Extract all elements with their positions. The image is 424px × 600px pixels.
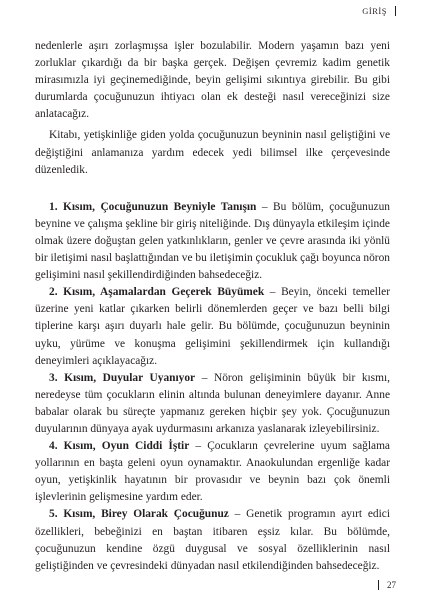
section-text-3: – Nöron gelişiminin büyük bir kısmı, neredeyse tüm çocukların elinin altında bulunan deneyimlere dayanır. Anne babalar olarak bu süreçte yapmanız gereken hiçbir şey yok. Çocuğunuzun duyularının dünyaya ayak uydurmasını arkanıza yaslanarak izleyebilirsiniz. (35, 371, 390, 435)
page-number: 27 (387, 580, 396, 590)
running-head-title: GİRİŞ (362, 6, 387, 16)
running-head-divider (395, 6, 396, 16)
body-text (35, 38, 390, 575)
section-item-2 (35, 284, 390, 369)
section-item-5 (35, 506, 390, 574)
section-text-4: – Çocukların çevrelerine uyum sağlama yollarının en başta geleni oyun oynamaktır. Anaokulundan ergenliğe kadar oyun, yetişkinlik hayatının bir provasıdır ve beynin bazı çok önemli işlevlerinin gelişmesine yardım eder. (35, 440, 390, 504)
running-head (362, 6, 396, 16)
section-text-5: – Genetik programın ayırt edici özellikleri, bebeğinizi en baştan itibaren eşsiz kılar. Bu bölümde, çocuğunuzun kendine özgü duygusal ve sosyal özelliklerinin nasıl geliştiğinden ve çevresindeki dünyadan nasıl etkilendiğinden bahsedeceğiz. (35, 508, 390, 572)
section-item-4 (35, 438, 390, 506)
section-heading-1: 1. Kısım, Çocuğunuzun Beyniyle Tanışın (49, 200, 257, 213)
section-heading-2: 2. Kısım, Aşamalardan Geçerek Büyümek (49, 286, 265, 299)
intro-paragraph-1: nedenlerle aşırı zorlaşmışsa işler bozulabilir. Modern yaşamın bazı yeni zorluklar çıkardığı da bir başka gerçek. Değişen çevremiz kadim genetik mirasımızla iyi geçinemediğinde, beyin gelişimi sıkıntıya girebilir. Bu gibi durumlarda çocuğunuzun ihtiyacı olan ek desteği nasıl vereceğinizi size anlatacağız. (35, 40, 390, 121)
intro-paragraph-2: Kitabı, yetişkinliğe giden yolda çocuğunuzun beyninin nasıl geliştiğini ve değiştiğini anlamanıza yardım edecek yedi bilimsel ilke çerçevesinde düzenledik. (35, 129, 390, 176)
section-heading-5: 5. Kısım, Birey Olarak Çocuğunuz (49, 508, 229, 521)
section-list (35, 199, 390, 575)
section-item-1 (35, 199, 390, 284)
footer-divider (378, 580, 379, 590)
section-text-2: – Beyin, önceki temeller üzerine yeni katlar çıkarken belirli dönemlerden geçer ve bazı belli bilgi tiplerine karşı aşırı duyarlı hale gelir. Bu bölümde, çocuğunuzun beyninin uyku, yürüme ve konuşma gelişimini şekillendirmek için kullandığı deneyimleri açıklayacağız. (35, 286, 390, 367)
section-heading-3: 3. Kısım, Duyular Uyanıyor (49, 371, 196, 384)
section-text-1: – Bu bölüm, çocuğunuzun beynine ve çalışma şekline bir giriş niteliğinde. Dış dünyayla etkileşim içinde olmak üzere doğuştan gelen yatkınlıkların, genler ve çevre arasında iki yönlü bir iletişimi nasıl başlattığından ve bu iletişimin çocukluk çağı boyunca nöron gelişimini nasıl şekillendirdiğinden bahsedeceğiz. (35, 200, 390, 282)
page-footer (378, 580, 396, 590)
section-item-3 (35, 370, 390, 438)
section-heading-4: 4. Kısım, Oyun Ciddi İştir (49, 440, 190, 453)
